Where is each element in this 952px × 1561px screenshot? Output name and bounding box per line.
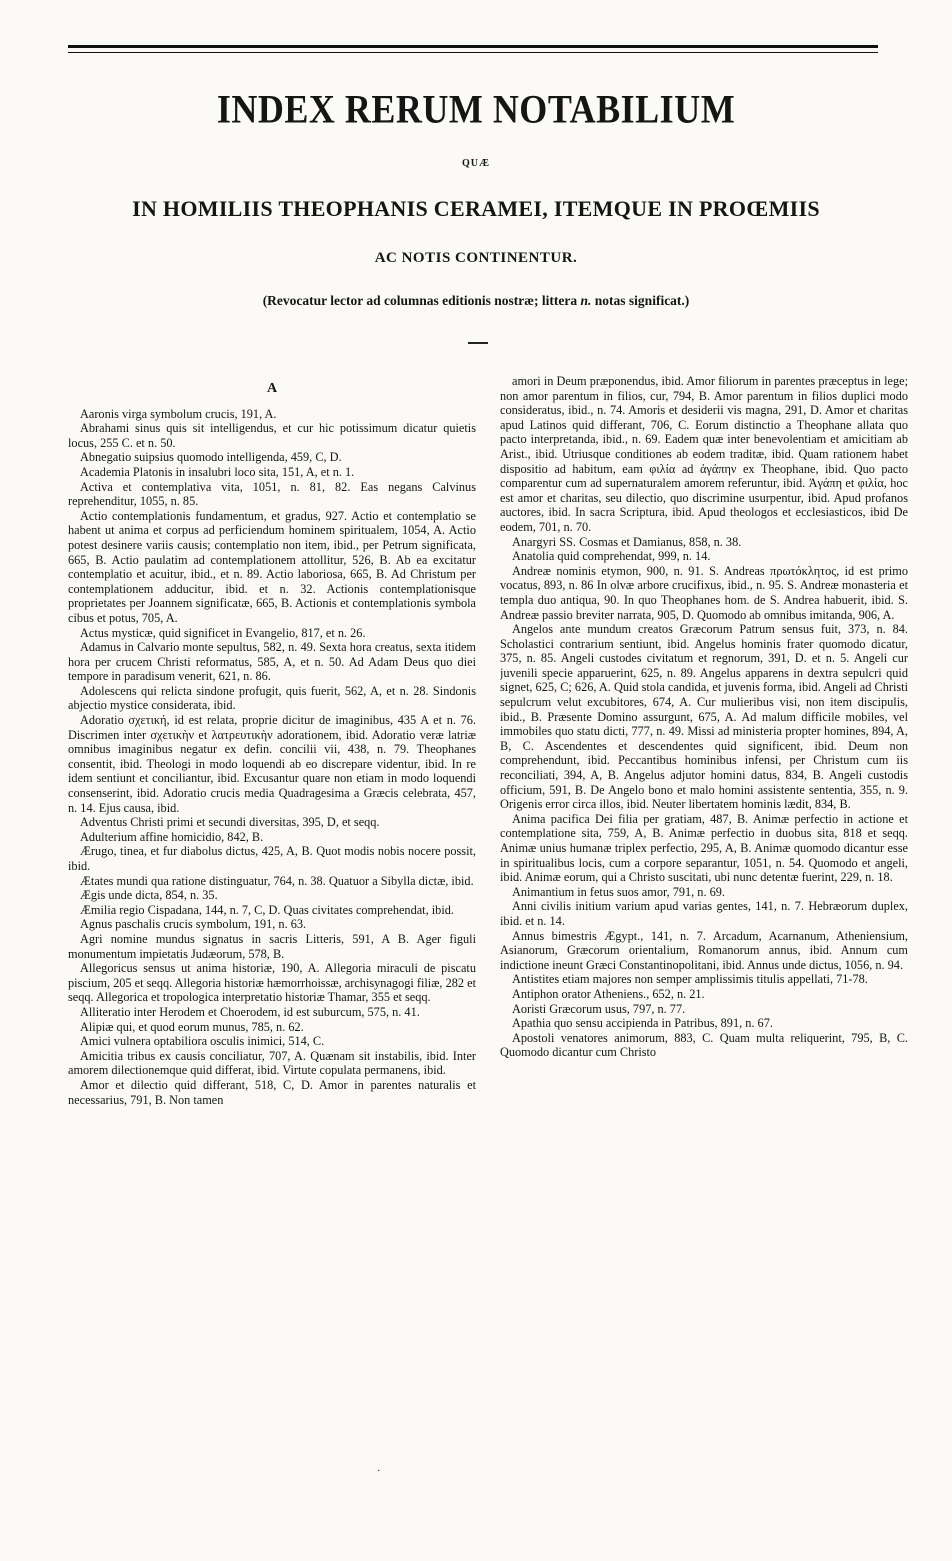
divider-dash [468,342,488,344]
index-entry: Antiphon orator Atheniens., 652, n. 21. [512,986,705,1001]
index-entry: Angelos ante mundum creatos Græcorum Patrum sensus fuit, 373, n. 84. Scholastici contrarium sentiunt, ibid. Angelus hominis frater quomodo dicatur, 375, n. 85. Angeli custodes civitatum et regnorum, 391, D. et n. 5. Angeli cur juvenili specie apparuerint, 625, n. 89. Angelus apparens in dextra sepulcri quid signet, 625, C; 626, A. Quid stola candida, et juvenis forma, ibid. Angeli ad Christi sepulcrum velut excubitores, 674, A. Cur mulieribus visi, non item discipulis, ibid., B. Præsente Domino assurgunt, 675, A. Ad malum difficile mobiles, vel immobiles quo statu dicti, 777, n. 49. Missi ad ministeria propter homines, 894, A, B, C. Ascendentes et descendentes quid significent, ibid. Deum non comprehendunt, ibid. Peccantibus hominibus infensi, per Christum cum iis reconciliati, 394, A, B. Angelus adjutor homini datus, 834, B. Angeli custodis officium, 591, B. De Angelo bono et malo homini assistente sententia, 355, n. 9. Origenis error circa illos, ibid. Neuter libertatem hominis lædit, 834, B. [500,622,908,812]
index-entry: Adolescens qui relicta sindone profugit, quis fuerit, 562, A, et n. 28. Sindonis abjectio mystice considerata, ibid. [68,683,476,713]
index-entry: Apostoli venatores animorum, 883, C. Quam multa reliquerint, 795, B, C. Quomodo dicantur cum Christo [500,1030,908,1060]
index-entry: Aaronis virga symbolum crucis, 191, A. [80,406,277,421]
index-entry: Activa et contemplativa vita, 1051, n. 81, 82. Eas negans Calvinus reprehenditur, 1055, n. 85. [68,479,476,509]
index-entry: Antistites etiam majores non semper amplissimis titulis appellati, 71-78. [512,972,868,987]
note-text-post: notas significat.) [591,293,690,308]
index-entry: Amor et dilectio quid differant, 518, C, D. Amor in parentes naturalis et necessarius, 791, B. Non tamen [68,1077,476,1107]
index-entry: Adventus Christi primi et secundi diversitas, 395, D, et seqq. [80,815,380,830]
index-entry: Agri nomine mundus signatus in sacris Litteris, 591, A B. Ager figuli monumentum impietatis Judæorum, 578, B. [68,931,476,961]
index-entry: Ægis unde dicta, 854, n. 35. [80,888,218,903]
index-entry: Anni civilis initium varium apud varias gentes, 141, n. 7. Hebræorum duplex, ibid. et n. 14. [500,899,908,928]
index-entry: Æmilia regio Cispadana, 144, n. 7, C, D. Quas civitates comprehendat, ibid. [80,902,454,917]
index-entry: Animantium in fetus suos amor, 791, n. 69. [512,884,725,899]
index-entry: Adoratio σχετική, id est relata, proprie dicitur de imaginibus, 435 A et n. 76. Discrimen inter σχετικὴν et λατρευτικὴν adorationem, ibid. Adoratio veræ latriæ omnibus imaginibus negatur ex defin. concilii vii, 438, n. 79. Theophanes consentit, ibid. Theologi in modo loquendi ab eo discrepare videntur, ibid. In re idem sentiunt et conciliantur, ibid. Excusantur quare non etiam in modo loquendi consenserint, ibid. Adoratio crucis media Quadragesima a Græcis celebrata, 457, n. 14. Ejus causa, ibid. [68,713,476,815]
footer-mark: · [377,1466,381,1477]
index-entry: Actio contemplationis fundamentum, et gradus, 927. Actio et contemplatio se habent ut anima et corpus ad perficiendum hominem spiritualem, 1054, A. Actio potest desinere variis causis; contemplatio non item, ibid., per Petrum significata, 665, B. Actio paulatim ad contemplationem attollitur, 526, B. Ab ea excitatur contemplatio et acuitur, ibid., et n. 89. Actio laboriosa, 665, B. Ad Christum per contemplationem adducitur, ibid. et n. 32. Actionis contemplationisque proprietates per Joannem significatæ, 665, B. Actionis et contemplationis symbola cibus et potus, 705, A. [68,508,476,625]
note-text-pre: (Revocatur lector ad columnas editionis nostræ; littera [262,293,581,308]
index-entry: Annus bimestris Ægypt., 141, n. 7. Arcadum, Acarnanum, Atheniensium, Asianorum, Græcorum orientalium, Romanorum annus, ibid. Annum cum indictione ineunt Græci Constantinopolitani, ibid. Annus unde dictus, 1056, n. 94. [500,928,908,972]
index-entry: Apathia quo sensu accipienda in Patribus, 891, n. 67. [512,1016,773,1031]
index-entry: Agnus paschalis crucis symbolum, 191, n. 63. [80,917,307,932]
left-column [68,374,476,1434]
quae-label: QUÆ [462,158,490,169]
index-entry: Aoristi Græcorum usus, 797, n. 77. [512,1001,686,1016]
section-letter: A [266,381,278,396]
index-entry: Ærugo, tinea, et fur diabolus dictus, 425, A, B. Quot modis nobis nocere possit, ibid. [68,844,476,873]
index-entry: Alipiæ qui, et quod eorum munus, 785, n. 62. [80,1019,304,1034]
index-entry: Academia Platonis in insalubri loco sita, 151, A, et n. 1. [80,464,355,479]
page-title: INDEX RERUM NOTABILIUM [216,86,736,132]
index-entry: Adamus in Calvario monte sepultus, 582, n. 49. Sexta hora creatus, sexta itidem hora per crucem Christi reformatus, 585, A, et n. 50. Ad Adam Deus quo diei tempore in paradisum venerit, 621, n. 86. [68,640,476,684]
index-entry: Amicitia tribus ex causis conciliatur, 707, A. Quænam sit instabilis, ibid. Inter amorem dilectionemque quid differat, ibid. Virtute copulata permanens, ibid. [68,1048,476,1078]
index-entry: Adulterium affine homicidio, 842, B. [80,829,264,844]
editorial-note [0,293,952,309]
index-entry: Alliteratio inter Herodem et Choerodem, id est suburcum, 575, n. 41. [80,1004,420,1019]
index-entry: Abrahami sinus quis sit intelligendus, et cur hic potissimum dicatur quietis locus, 255 C. et n. 50. [68,421,476,450]
index-entry: Anima pacifica Dei filia per gratiam, 487, B. Animæ perfectio in actione et contemplatione sita, 759, A, B. Animæ perfectio in duobus sita, 818 et seqq. Animæ unius humanæ triplex perfectio, 295, A, B. Animæ quomodo dicantur esse in spiritualibus locis, cum a corpore separantur, 1051, n. 54. Quomodo et angeli, ibid. Animæ eorum, qui a Christo suscitati, ubi nunc detentæ fuerint, 229, n. 18. [500,811,908,885]
index-entry: Actus mysticæ, quid significet in Evangelio, 817, et n. 26. [80,625,366,640]
index-entry: Andreæ nominis etymon, 900, n. 91. S. Andreas πρωτόκλητος, id est primo vocatus, 893, n. 86 In olvæ arbore crucifixus, ibid., n. 95. S. Andreæ monasteria et templa duo antiqua, 90. In quo Theophanes hom. de S. Andrea habuerit, ibid. S. Andreæ passio breviter narrata, 905, D. Quomodo ab omnibus imitanda, 906, A. [500,563,908,622]
index-entry: Abnegatio suipsius quomodo intelligenda, 459, C, D. [80,450,342,465]
index-entry: Anargyri SS. Cosmas et Damianus, 858, n. 38. [512,534,742,549]
page-subtitle: IN HOMILIIS THEOPHANIS CERAMEI, ITEMQUE IN PROŒMIIS [132,196,820,221]
index-entry: Anatolia quid comprehendat, 999, n. 14. [512,549,711,564]
note-text-n: n. [580,293,592,308]
top-rule-thin [68,52,878,53]
left-entries [68,407,476,1108]
index-entry: Allegoricus sensus ut anima historiæ, 190, A. Allegoria miraculi de piscatu piscium, 205 et seqq. Allegoria historiæ hæmorrhoissæ, archisynagogi filiæ, 282 et seqq. Allegorica et tropologica interpretatio historiæ Thamar, 355 et seqq. [68,961,476,1005]
right-entries [500,374,908,1060]
index-entry: amori in Deum præponendus, ibid. Amor filiorum in parentes præceptus in lege; non amor parentum in filios, cur, 794, B. Amor parentum in filios duplici modo consideratus, ibid., n. 74. Amoris et desiderii vis magna, 291, D. Amor et charitas apud Latinos quid differant, 706, C. Eorum distinctio a Theophane allata quo pacto interpretanda, ibid., n. 69. Eadem quæ inter benevolentiam et amicitiam ab Arist., ibid. Utriusque conditiones ab eodem traditæ, ibid. Quam rationem habet dispositio ad habitum, eam φιλία ad ἀγάπην ex Theophane, ibid. Quo pacto comparentur cum ad supernaturalem amorem referuntur, ibid. Ἀγάπη et φιλία, hoc est amor et charitas, seu dilectio, quo discrimine usurpentur, ibid. Apud profanos auctores, ibid. In sacra Scriptura, ibid. Apud theologos et ecclesiasticos, ibid De eodem, 701, n. 70. [500,374,908,534]
index-entry: Amici vulnera optabiliora osculis inimici, 514, C. [80,1034,325,1049]
page-subtitle-2: AC NOTIS CONTINENTUR. [374,250,578,266]
index-entry: Ætates mundi qua ratione distinguatur, 764, n. 38. Quatuor a Sibylla dictæ, ibid. [80,873,474,888]
top-rule-thick [68,45,878,48]
right-column [500,374,908,1434]
